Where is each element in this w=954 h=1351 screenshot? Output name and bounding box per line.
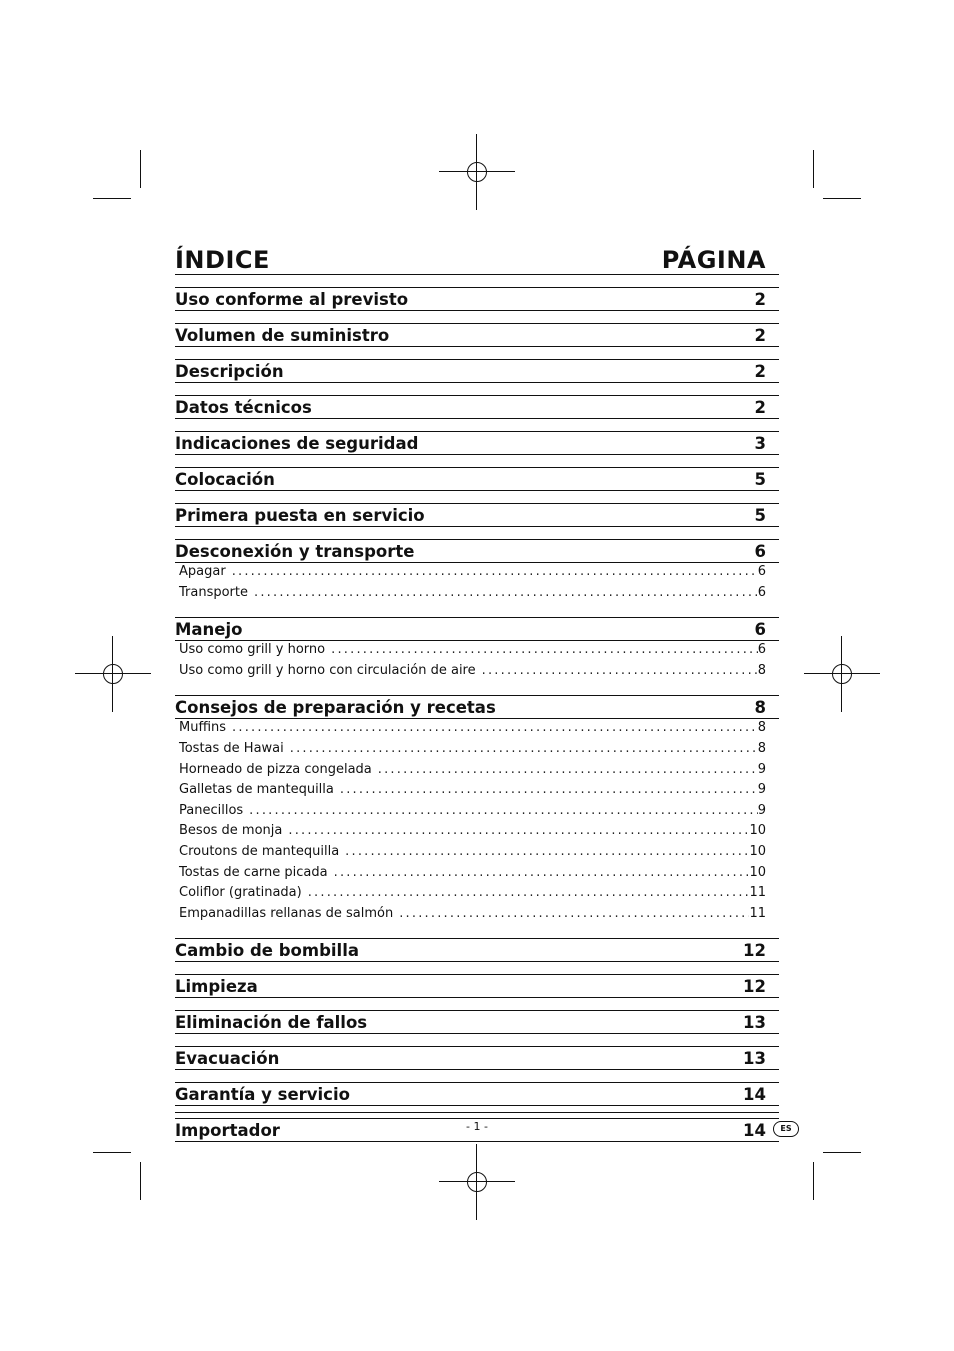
toc-entry[interactable] <box>175 938 779 962</box>
toc-subentry-page: 11 <box>749 905 766 921</box>
toc-entry-title: Colocación <box>175 470 275 489</box>
toc-subentry-page: 6 <box>757 584 766 600</box>
toc-subentry-title: Croutons de mantequilla <box>179 843 340 859</box>
toc-entry-title: Cambio de bombilla <box>175 941 359 961</box>
toc-subentry[interactable] <box>179 585 766 606</box>
toc-entry[interactable] <box>175 974 779 998</box>
toc-entry-page: 6 <box>754 542 766 561</box>
toc-subentry-page: 6 <box>757 642 766 658</box>
crop-mark <box>823 1152 861 1153</box>
crop-mark <box>93 1152 131 1153</box>
toc-subentry[interactable] <box>179 663 766 684</box>
registration-mark <box>439 1144 515 1220</box>
dot-leader <box>290 741 758 756</box>
toc-subentry[interactable] <box>179 564 766 585</box>
toc-section <box>175 695 779 926</box>
toc-entry-page: 5 <box>754 470 766 489</box>
toc-entry[interactable] <box>175 359 779 383</box>
toc-section <box>175 431 779 455</box>
toc-entry-title: Datos técnicos <box>175 398 312 417</box>
toc-subentry-page: 9 <box>757 782 766 798</box>
toc-section <box>175 1010 779 1034</box>
toc-subentries <box>175 720 779 926</box>
crop-mark <box>823 198 861 199</box>
toc-section <box>175 1046 779 1070</box>
crop-mark <box>140 1162 141 1200</box>
registration-mark <box>804 636 880 712</box>
toc-subentry-page: 11 <box>749 885 766 901</box>
toc-entry[interactable] <box>175 467 779 491</box>
toc-entry-title: Descripción <box>175 362 284 381</box>
dot-leader <box>254 585 758 600</box>
toc-section <box>175 617 779 683</box>
dot-leader <box>482 663 758 678</box>
crop-mark <box>813 150 814 188</box>
toc-subentry-title: Tostas de Hawai <box>179 740 284 756</box>
toc-subentry[interactable] <box>179 823 766 844</box>
toc-sections <box>175 287 779 1142</box>
toc-subentry-page: 10 <box>749 864 766 880</box>
toc-header <box>175 244 779 275</box>
toc-entry[interactable] <box>175 539 779 563</box>
crop-mark <box>813 1162 814 1200</box>
toc-section <box>175 503 779 527</box>
toc-section <box>175 974 779 998</box>
toc-subentry-title: Coliflor (gratinada) <box>179 885 302 901</box>
toc-entry[interactable] <box>175 1082 779 1106</box>
toc-subentry[interactable] <box>179 906 766 927</box>
toc-subentry-title: Tostas de carne picada <box>179 864 328 880</box>
toc-entry[interactable] <box>175 695 779 719</box>
toc-entry-page: 12 <box>743 977 766 997</box>
toc-section <box>175 938 779 962</box>
dot-leader <box>308 885 750 900</box>
toc-subentry-page: 9 <box>757 802 766 818</box>
toc-subentries <box>175 642 779 683</box>
dot-leader <box>345 844 749 859</box>
dot-leader <box>232 720 758 735</box>
toc-subentry-title: Muffins <box>179 720 227 736</box>
toc-entry[interactable] <box>175 395 779 419</box>
toc-subentry-page: 6 <box>757 564 766 579</box>
toc-section <box>175 395 779 419</box>
dot-leader <box>340 782 758 797</box>
dot-leader <box>249 803 758 818</box>
footer-rule <box>175 1112 779 1113</box>
toc-subentry-page: 9 <box>757 761 766 777</box>
toc-entry-title: Primera puesta en servicio <box>175 506 425 525</box>
crop-mark <box>140 150 141 188</box>
toc-subentry[interactable] <box>179 782 766 803</box>
toc-section <box>175 467 779 491</box>
toc-section <box>175 1082 779 1106</box>
toc-entry[interactable] <box>175 287 779 311</box>
toc-subentry-page: 8 <box>757 740 766 756</box>
toc-subentry[interactable] <box>179 844 766 865</box>
toc-entry-page: 2 <box>754 326 766 345</box>
toc-subentry-page: 8 <box>757 662 766 678</box>
toc-entry-title: Volumen de suministro <box>175 326 390 345</box>
toc-entry-title: Uso conforme al previsto <box>175 290 409 309</box>
toc-subentry[interactable] <box>179 720 766 741</box>
toc-entry-title: Desconexión y transporte <box>175 542 415 561</box>
toc-subentry[interactable] <box>179 762 766 783</box>
toc-subentry[interactable] <box>179 741 766 762</box>
toc-title: ÍNDICE <box>175 246 270 274</box>
toc-entry-page: 3 <box>754 434 766 453</box>
toc-entry-title: Garantía y servicio <box>175 1085 350 1105</box>
toc-entry-page: 5 <box>754 506 766 525</box>
toc-subentry-title: Uso como grill y horno con circulación de aire <box>179 662 476 678</box>
toc-entry-title: Manejo <box>175 620 243 640</box>
table-of-contents <box>175 244 779 1142</box>
toc-section <box>175 323 779 347</box>
toc-subentry-page: 8 <box>757 720 766 736</box>
dot-leader <box>232 564 758 579</box>
toc-entry-page: 2 <box>754 290 766 309</box>
language-badge: ES <box>773 1121 799 1137</box>
dot-leader <box>288 823 749 838</box>
toc-entry-page: 14 <box>743 1085 766 1105</box>
toc-subentry-title: Horneado de pizza congelada <box>179 761 372 777</box>
toc-entry[interactable] <box>175 503 779 527</box>
toc-entry-title: Indicaciones de seguridad <box>175 434 419 453</box>
toc-subentry-title: Empanadillas rellanas de salmón <box>179 905 394 921</box>
toc-entry[interactable] <box>175 617 779 641</box>
toc-section <box>175 539 779 605</box>
toc-section <box>175 359 779 383</box>
dot-leader <box>399 906 749 921</box>
toc-subentry[interactable] <box>179 865 766 886</box>
toc-subentry[interactable] <box>179 885 766 906</box>
toc-subentry-title: Apagar <box>179 564 226 579</box>
toc-entry-page: 14 <box>743 1121 766 1141</box>
toc-entry-page: 13 <box>743 1013 766 1033</box>
registration-mark <box>75 636 151 712</box>
registration-mark <box>439 134 515 210</box>
toc-subentry-page: 10 <box>749 823 766 839</box>
toc-subentry-title: Transporte <box>179 584 248 600</box>
toc-entry-page: 6 <box>754 620 766 640</box>
toc-subentry-title: Galletas de mantequilla <box>179 782 334 798</box>
toc-entry-page: 8 <box>754 698 766 718</box>
toc-subentry[interactable] <box>179 803 766 824</box>
page-number: - 1 - <box>466 1120 488 1133</box>
toc-entry-title: Importador <box>175 1121 280 1141</box>
toc-entry-page: 13 <box>743 1049 766 1069</box>
toc-subentry-title: Panecillos <box>179 802 244 818</box>
toc-entry-page: 2 <box>754 398 766 417</box>
dot-leader <box>378 762 758 777</box>
dot-leader <box>331 642 758 657</box>
toc-entry-title: Limpieza <box>175 977 258 997</box>
toc-entry-title: Consejos de preparación y recetas <box>175 698 496 718</box>
crop-mark <box>93 198 131 199</box>
toc-entry-page: 2 <box>754 362 766 381</box>
toc-page-label: PÁGINA <box>661 246 766 274</box>
toc-subentry-page: 10 <box>749 843 766 859</box>
toc-subentries <box>175 564 779 605</box>
toc-subentry-title: Besos de monja <box>179 823 283 839</box>
toc-entry[interactable] <box>175 1046 779 1070</box>
toc-subentry[interactable] <box>179 642 766 663</box>
toc-entry-title: Eliminación de fallos <box>175 1013 368 1033</box>
dot-leader <box>334 865 750 880</box>
toc-section <box>175 287 779 311</box>
toc-entry[interactable] <box>175 1010 779 1034</box>
toc-entry-page: 12 <box>743 941 766 961</box>
toc-entry[interactable] <box>175 431 779 455</box>
toc-entry[interactable] <box>175 323 779 347</box>
toc-subentry-title: Uso como grill y horno <box>179 642 326 658</box>
toc-entry-title: Evacuación <box>175 1049 280 1069</box>
